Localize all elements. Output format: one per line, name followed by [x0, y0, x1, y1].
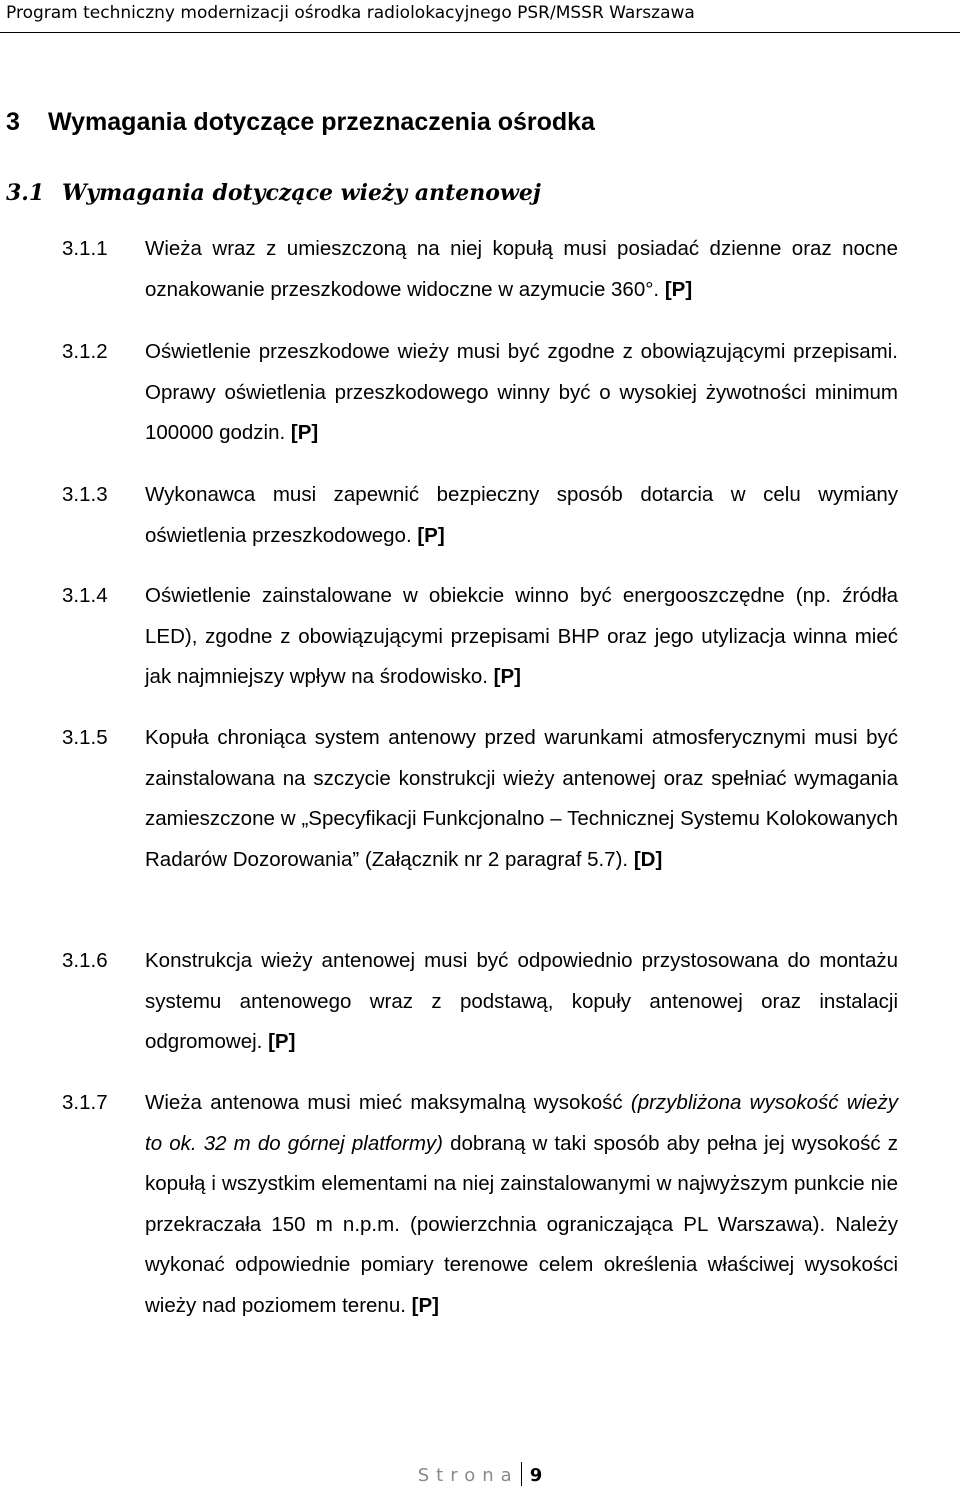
- clause-body: [145, 718, 898, 880]
- subsection-title: Wymagania dotyczące wieży antenowej: [62, 180, 541, 206]
- footer-label: Strona: [417, 1465, 519, 1486]
- clause-body: [145, 332, 898, 454]
- running-header-title: Program techniczny modernizacji ośrodka radiolokacyjnego PSR/MSSR Warszawa: [6, 3, 695, 23]
- section-number: 3: [6, 108, 20, 136]
- clause-number: 3.1.6: [62, 949, 108, 972]
- header-rule: [0, 32, 960, 33]
- clause-text: Wykonawca musi zapewnić bezpieczny sposób dotarcia w celu wymiany oświetlenia przeszkodowego.: [145, 483, 898, 547]
- section-title: Wymagania dotyczące przeznaczenia ośrodka: [48, 108, 595, 136]
- clause-3-1-6: [62, 941, 898, 1063]
- requirement-tag: [P]: [417, 523, 445, 547]
- clause-3-1-1: [62, 229, 898, 310]
- clause-text: dobraną w taki sposób aby pełna jej wysokość z kopułą i wszystkim elementami na niej zainstalowanymi w najwyższym punkcie nie przekraczała 150 m n.p.m. (powierzchnia ograniczająca PL Warszawa). Należy wykonać odpowiednie pomiary terenowe celem określenia właściwej wysokości wieży nad poziomem terenu.: [145, 1131, 898, 1317]
- requirement-tag: [P]: [493, 665, 521, 689]
- footer-separator: [521, 1462, 522, 1486]
- requirement-tag: [P]: [664, 277, 693, 301]
- clause-3-1-3: [62, 475, 898, 556]
- page-number: 9: [529, 1465, 543, 1486]
- clause-body: [145, 576, 898, 698]
- clause-number: 3.1.7: [62, 1091, 108, 1114]
- clause-body: [145, 1083, 898, 1327]
- clause-3-1-2: [62, 332, 898, 454]
- requirement-tag: [P]: [268, 1030, 296, 1054]
- requirement-tag: [D]: [633, 847, 663, 871]
- clause-3-1-7: [62, 1083, 898, 1327]
- clause-number: 3.1.2: [62, 340, 108, 363]
- requirement-tag: [P]: [411, 1293, 439, 1317]
- clause-text: Kopuła chroniąca system antenowy przed warunkami atmosferycznymi musi być zainstalowana na szczycie konstrukcji wieży antenowej oraz spełniać wymagania zamieszczone w „Specyfikacji Funkcjonalno – Technicznej Systemu Kolokowanych Radarów Dozorowania” (Załącznik nr 2 paragraf 5.7).: [145, 726, 898, 871]
- clause-text: Oświetlenie przeszkodowe wieży musi być zgodne z obowiązującymi przepisami. Oprawy oświetlenia przeszkodowego winny być o wysokiej żywotności minimum 100000 godzin.: [145, 340, 898, 445]
- clause-body: [145, 229, 898, 310]
- running-header: [0, 0, 960, 34]
- section-heading: [6, 104, 936, 140]
- clause-3-1-4: [62, 576, 898, 698]
- clause-text: Konstrukcja wieży antenowej musi być odpowiednio przystosowana do montażu systemu antenowego wraz z podstawą, kopuły antenowej oraz instalacji odgromowej.: [145, 949, 898, 1054]
- subsection-number: 3.1: [6, 180, 45, 206]
- clause-body: [145, 475, 898, 556]
- clause-number: 3.1.4: [62, 584, 108, 607]
- clause-number: 3.1.3: [62, 483, 108, 506]
- clause-text-italic: (przybliżona wysokość wieży to ok. 32 m do górnej platformy): [145, 1091, 899, 1155]
- clause-3-1-5: [62, 718, 898, 880]
- clause-text: Oświetlenie zainstalowane w obiekcie winno być energooszczędne (np. źródła LED), zgodne z obowiązującymi przepisami BHP oraz jego utylizacja winna mieć jak najmniejszy wpływ na środowisko.: [145, 584, 898, 689]
- requirement-tag: [P]: [290, 421, 319, 445]
- clause-body: [145, 941, 898, 1063]
- page-footer: [0, 1462, 960, 1490]
- clause-text: Wieża antenowa musi mieć maksymalną wysokość: [145, 1091, 623, 1114]
- subsection-heading: [6, 175, 936, 211]
- clause-text: Wieża wraz z umieszczoną na niej kopułą musi posiadać dzienne oraz nocne oznakowanie przeszkodowe widoczne w azymucie 360°.: [145, 237, 898, 301]
- clause-number: 3.1.1: [62, 237, 108, 260]
- clause-number: 3.1.5: [62, 726, 108, 749]
